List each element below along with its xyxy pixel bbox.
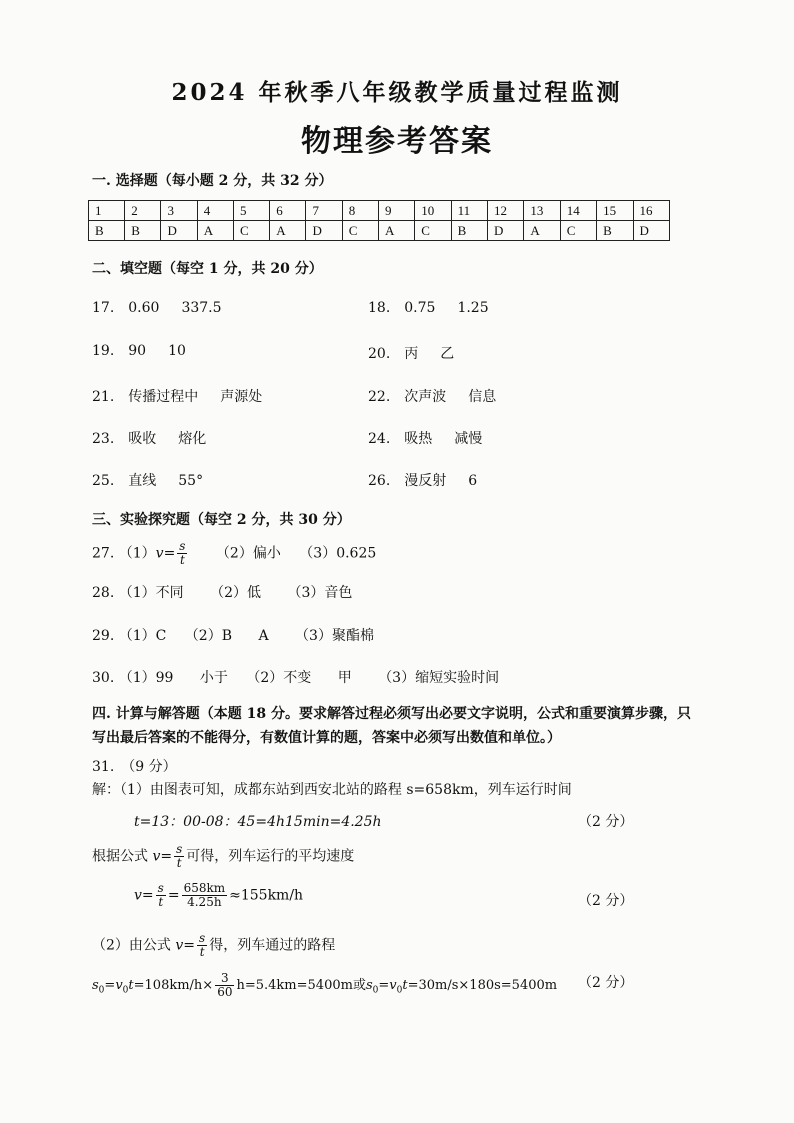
velocity-value-fraction bbox=[182, 882, 228, 909]
table-cell-number: 14 bbox=[560, 201, 596, 221]
table-cell-number: 4 bbox=[197, 201, 233, 221]
q29-line bbox=[92, 625, 374, 645]
table-cell-answer: D bbox=[306, 221, 342, 241]
list-item bbox=[92, 343, 186, 359]
q27-frac-s: s bbox=[179, 539, 186, 553]
table-cell-answer: C bbox=[560, 221, 596, 241]
score-1: （2 分） bbox=[578, 814, 634, 830]
table-cell-answer: C bbox=[233, 221, 269, 241]
score-2: （2 分） bbox=[578, 893, 634, 909]
q28-part3: （3）音色 bbox=[287, 585, 353, 601]
table-cell-number: 6 bbox=[270, 201, 306, 221]
table-cell-number: 3 bbox=[161, 201, 197, 221]
q27-equals: = bbox=[163, 545, 176, 562]
item-answer-a: 吸热 bbox=[404, 431, 433, 447]
velocity-result: ≈155km/h bbox=[229, 887, 304, 904]
item-number: 19. bbox=[92, 343, 115, 359]
list-item bbox=[368, 428, 482, 448]
q27-frac-t: t bbox=[179, 553, 185, 567]
table-cell-answer: D bbox=[487, 221, 523, 241]
q28-number: 28. bbox=[92, 585, 115, 601]
list-item bbox=[92, 470, 203, 490]
item-answer-b: 熔化 bbox=[178, 431, 207, 447]
part2-prefix: （2）由公式 bbox=[92, 937, 171, 954]
section3-heading: 三、实验探究题（每空 2 分，共 30 分） bbox=[92, 512, 351, 528]
table-cell-answer: B bbox=[125, 221, 161, 241]
table-cell-answer: B bbox=[451, 221, 487, 241]
q27-part3: （3）0.625 bbox=[299, 545, 377, 562]
item-answer-a: 吸收 bbox=[128, 431, 157, 447]
q30-part3: （3）缩短实验时间 bbox=[378, 670, 500, 686]
item-answer-b: 6 bbox=[468, 473, 478, 489]
q27-part1: （1） bbox=[118, 545, 156, 562]
item-answer-b: 10 bbox=[168, 343, 186, 359]
item-number: 22. bbox=[368, 389, 391, 405]
table-cell-answer: A bbox=[378, 221, 414, 241]
item-number: 23. bbox=[92, 431, 115, 447]
list-item bbox=[368, 470, 477, 490]
distance-eq-part1: =108km/h× bbox=[133, 978, 214, 993]
q27-v-symbol: v bbox=[155, 545, 164, 562]
table-cell-number: 2 bbox=[125, 201, 161, 221]
formula-fraction: $\frac{s}{t}$ bbox=[176, 842, 183, 870]
q28-part2: （2）低 bbox=[210, 585, 262, 601]
q29-part2b: A bbox=[258, 628, 269, 644]
list-item bbox=[368, 386, 496, 406]
choice-answer-table bbox=[88, 200, 670, 241]
table-cell-number: 7 bbox=[306, 201, 342, 221]
table-row-question-numbers bbox=[89, 201, 670, 221]
q30-part1: （1）99 bbox=[118, 670, 174, 686]
q30-part2b: 甲 bbox=[337, 670, 352, 686]
list-item bbox=[92, 300, 222, 316]
item-answer-b: 声源处 bbox=[220, 389, 263, 405]
q30-number: 30. bbox=[92, 670, 115, 686]
item-number: 25. bbox=[92, 473, 115, 489]
item-answer-a: 丙 bbox=[404, 346, 419, 362]
velocity-denominator: 4.25h bbox=[187, 895, 222, 909]
item-answer-a: 漫反射 bbox=[404, 473, 447, 489]
page-title: 2024 年秋季八年级教学质量过程监测 bbox=[171, 79, 623, 106]
distance-frac-num: 3 bbox=[215, 972, 234, 986]
q29-part1: （1）C bbox=[118, 628, 167, 644]
table-cell-answer: A bbox=[270, 221, 306, 241]
list-item bbox=[368, 343, 454, 363]
page-subtitle: 物理参考答案 bbox=[301, 124, 493, 159]
table-cell-answer: C bbox=[415, 221, 451, 241]
table-cell-number: 16 bbox=[633, 201, 669, 221]
formula-suffix: 可得，列车运行的平均速度 bbox=[186, 848, 355, 865]
table-cell-answer: B bbox=[89, 221, 125, 241]
table-cell-number: 8 bbox=[342, 201, 378, 221]
q27-fraction bbox=[177, 540, 187, 567]
list-item bbox=[92, 386, 262, 406]
table-cell-answer: C bbox=[342, 221, 378, 241]
q29-part3: （3）聚酯棉 bbox=[295, 628, 374, 644]
list-item bbox=[92, 428, 206, 448]
table-cell-answer: A bbox=[524, 221, 560, 241]
item-number: 17. bbox=[92, 300, 115, 316]
distance-eq-part2: h=5.4km=5400m bbox=[236, 978, 353, 993]
score-3: （2 分） bbox=[578, 975, 634, 991]
item-number: 24. bbox=[368, 431, 391, 447]
item-number: 20. bbox=[368, 346, 391, 362]
item-answer-b: 1.25 bbox=[457, 300, 489, 316]
section1-heading: 一. 选择题（每小题 2 分，共 32 分） bbox=[92, 173, 333, 189]
table-cell-number: 1 bbox=[89, 201, 125, 221]
item-answer-b: 乙 bbox=[440, 346, 455, 362]
item-answer-a: 0.60 bbox=[128, 300, 160, 316]
q31-solution-intro: 解：（1）由图表可知，成都东站到西安北站的路程 s=658km，列车运行时间 bbox=[92, 782, 572, 798]
formula-line: 根据公式 v= $\frac{s}{t}$ 可得，列车运行的平均速度 bbox=[92, 842, 355, 870]
q28-part1: （1）不同 bbox=[118, 585, 184, 601]
item-number: 21. bbox=[92, 389, 115, 405]
velocity-numerator: 658km bbox=[183, 881, 226, 895]
item-answer-b: 55° bbox=[178, 473, 204, 489]
q31-header: 31. （9 分） bbox=[92, 759, 177, 775]
time-equation: t=13：00-08：45=4h15min=4.25h bbox=[134, 814, 382, 830]
q29-number: 29. bbox=[92, 628, 115, 644]
item-answer-a: 传播过程中 bbox=[128, 389, 199, 405]
table-cell-number: 11 bbox=[451, 201, 487, 221]
section2-heading: 二、填空题（每空 1 分，共 20 分） bbox=[92, 261, 323, 277]
q30-part1b: 小于 bbox=[199, 670, 228, 686]
distance-frac-den: 60 bbox=[217, 985, 233, 999]
table-cell-number: 9 bbox=[378, 201, 414, 221]
list-item bbox=[368, 300, 489, 316]
item-answer-a: 直线 bbox=[128, 473, 157, 489]
velocity-equation: v= $\frac{s}{t}$ = $\frac{658km}{4.25h}$ ≈155km/h bbox=[134, 881, 304, 909]
table-cell-number: 5 bbox=[233, 201, 269, 221]
item-answer-b: 减慢 bbox=[454, 431, 483, 447]
table-cell-answer: B bbox=[597, 221, 633, 241]
q27-number: 27. bbox=[92, 545, 115, 562]
item-answer-a: 0.75 bbox=[404, 300, 436, 316]
q30-part2: （2）不变 bbox=[246, 670, 312, 686]
table-cell-answer: D bbox=[633, 221, 669, 241]
q27-part2: （2）偏小 bbox=[215, 545, 281, 562]
table-cell-number: 13 bbox=[524, 201, 560, 221]
table-cell-answer: A bbox=[197, 221, 233, 241]
item-answer-a: 90 bbox=[128, 343, 147, 359]
formula-prefix: 根据公式 bbox=[92, 848, 148, 865]
table-cell-number: 10 bbox=[415, 201, 451, 221]
velocity-st-fraction: $\frac{s}{t}$ bbox=[157, 881, 164, 909]
table-cell-answer: D bbox=[161, 221, 197, 241]
part2-line: （2）由公式 v= $\frac{s}{t}$ 得，列车通过的路程 bbox=[92, 931, 336, 959]
part2-fraction: $\frac{s}{t}$ bbox=[199, 931, 206, 959]
table-cell-number: 12 bbox=[487, 201, 523, 221]
q29-part2: （2）B bbox=[184, 628, 232, 644]
table-cell-number: 15 bbox=[597, 201, 633, 221]
q28-line bbox=[92, 582, 352, 602]
part2-suffix: 得，列车通过的路程 bbox=[209, 937, 336, 954]
q30-line bbox=[92, 667, 499, 687]
item-number: 26. bbox=[368, 473, 391, 489]
distance-fraction bbox=[215, 972, 234, 999]
item-answer-a: 次声波 bbox=[404, 389, 447, 405]
distance-equation: $s_0=v_0t=108km/h\times$ $\frac{3}{60}$ h=5.4km=5400m或$s_0=v_0t=30m/s\times 180s=5400m$ bbox=[92, 971, 558, 999]
distance-eq-part3: =30m/s×180s=5400m bbox=[407, 978, 558, 993]
table-row-answers bbox=[89, 221, 670, 241]
item-number: 18. bbox=[368, 300, 391, 316]
or-text: 或 bbox=[352, 978, 366, 993]
item-answer-b: 337.5 bbox=[181, 300, 222, 316]
item-answer-b: 信息 bbox=[468, 389, 497, 405]
section4-heading: 四. 计算与解答题（本题 18 分。要求解答过程必须写出必要文字说明，公式和重要演算步骤，只写出最后答案的不能得分，有数值计算的题，答案中必须写出数值和单位。） bbox=[92, 706, 691, 746]
q27-line bbox=[92, 540, 376, 567]
